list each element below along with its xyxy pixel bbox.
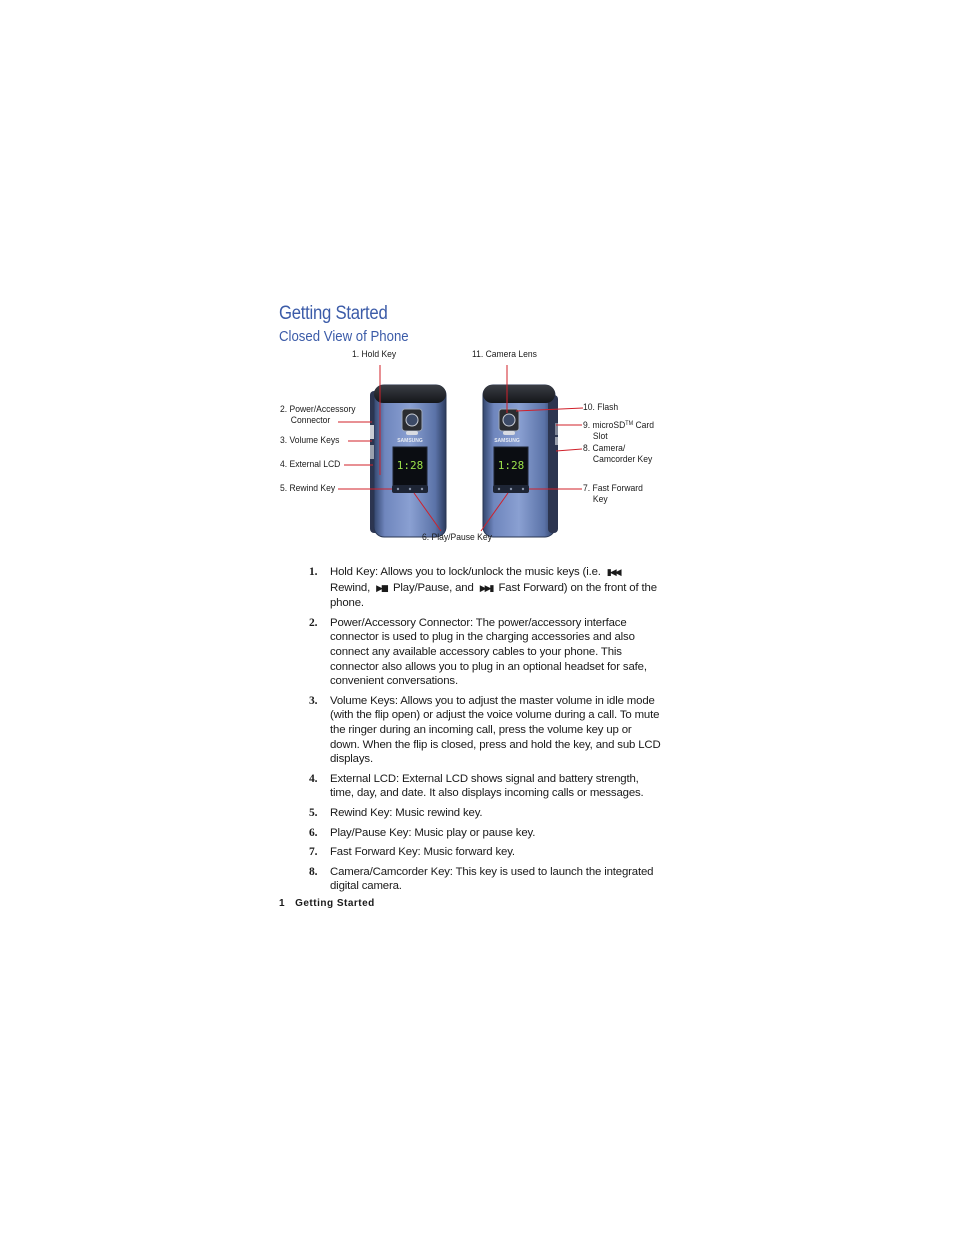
list-item-text: Fast Forward Key: Music forward key. (330, 846, 515, 859)
list-item-number: 5. (309, 806, 318, 819)
list-item-number: 7. (309, 846, 318, 859)
play-pause-icon: ▶▮▮ (376, 583, 387, 594)
callout-microsd (583, 419, 654, 442)
page-footer (279, 898, 375, 909)
page-number: 1 (279, 898, 286, 909)
lcd-time-right: 1:28 (497, 459, 525, 472)
fast-forward-icon: ▶▶▮ (479, 583, 493, 594)
callout-hold-key: 1. Hold Key (352, 349, 397, 360)
key-description-list (306, 565, 662, 899)
callout-power-connector (280, 404, 356, 426)
list-item (306, 565, 662, 611)
callout-fast-forward (583, 483, 643, 505)
list-item-number: 2. (309, 616, 318, 629)
callout-external-lcd: 4. External LCD (280, 459, 341, 470)
list-item (306, 806, 662, 821)
list-item-text: Rewind, (330, 581, 371, 594)
phone-right (483, 385, 558, 537)
callout-camera-line1: 8. Camera/ (583, 443, 626, 454)
page-title: Getting Started (279, 303, 388, 324)
list-item-text: Camera/Camcorder Key: This key is used to launch the integrated digital camera. (330, 865, 654, 893)
callout-microsd-a: 9. microSD (583, 420, 626, 431)
footer-section: Getting Started (295, 898, 375, 909)
callout-microsd-b: Card (633, 420, 655, 431)
list-item-number: 3. (309, 694, 318, 707)
list-item-text: Hold Key: Allows you to lock/unlock the music keys (i.e. (330, 566, 604, 578)
callout-play-pause-key: 6. Play/Pause Key (422, 532, 492, 543)
callout-microsd-line2: Slot (592, 431, 608, 442)
callout-ff-line1: 7. Fast Forward (583, 483, 643, 494)
callout-power-line2: Connector (290, 415, 331, 426)
phone-left (370, 385, 446, 537)
callout-microsd-tm: TM (625, 421, 634, 427)
list-item-text: External LCD: External LCD shows signal and battery strength, time, day, and date. It also displays incoming calls or messages. (330, 772, 644, 800)
callout-camera-lens: 11. Camera Lens (472, 349, 537, 360)
callout-power-line1: 2. Power/Accessory (280, 404, 356, 415)
list-item-text: Volume Keys: Allows you to adjust the master volume in idle mode (with the flip open) or adjust the voice volume during a call. To mute the ringer during an incoming call, press the volume key up or down. When the flip is closed, press and hold the key, and sub LCD displays. (330, 694, 661, 766)
list-item (306, 772, 662, 801)
callout-camera-key (583, 443, 652, 465)
list-item-number: 4. (309, 772, 318, 785)
list-item-number: 8. (309, 865, 318, 878)
list-item-text: Rewind Key: Music rewind key. (330, 806, 483, 819)
lcd-time-left: 1:28 (396, 459, 424, 472)
list-item (306, 616, 662, 689)
list-item (306, 865, 662, 894)
rewind-icon: ▮◀◀ (606, 568, 620, 578)
list-item-text: Play/Pause, and (389, 581, 477, 594)
callout-volume-keys: 3. Volume Keys (280, 435, 340, 446)
brand-logo-right: SAMSUNG (494, 438, 520, 444)
callout-flash: 10. Flash (583, 402, 619, 413)
list-item-number: 1. (309, 566, 318, 578)
callout-ff-line2: Key (592, 494, 608, 505)
list-item-text: Play/Pause Key: Music play or pause key. (330, 826, 536, 839)
list-item-text: Power/Accessory Connector: The power/accessory interface connector is used to plug in the charging accessories and also connect any available accessory cables to your phone. This connector also allows you to plug in an optional headset for safe, convenient conversations. (330, 616, 647, 688)
list-item-number: 6. (309, 826, 318, 839)
section-subtitle: Closed View of Phone (279, 328, 409, 345)
phone-figure (276, 345, 666, 550)
list-item (306, 826, 662, 841)
brand-logo-left: SAMSUNG (397, 438, 423, 444)
callout-rewind-key: 5. Rewind Key (280, 483, 336, 494)
list-item (306, 694, 662, 767)
list-item-text: Fast Forward) on the front of the phone. (330, 581, 657, 610)
callout-camera-line2: Camcorder Key (592, 454, 653, 465)
list-item (306, 845, 662, 860)
